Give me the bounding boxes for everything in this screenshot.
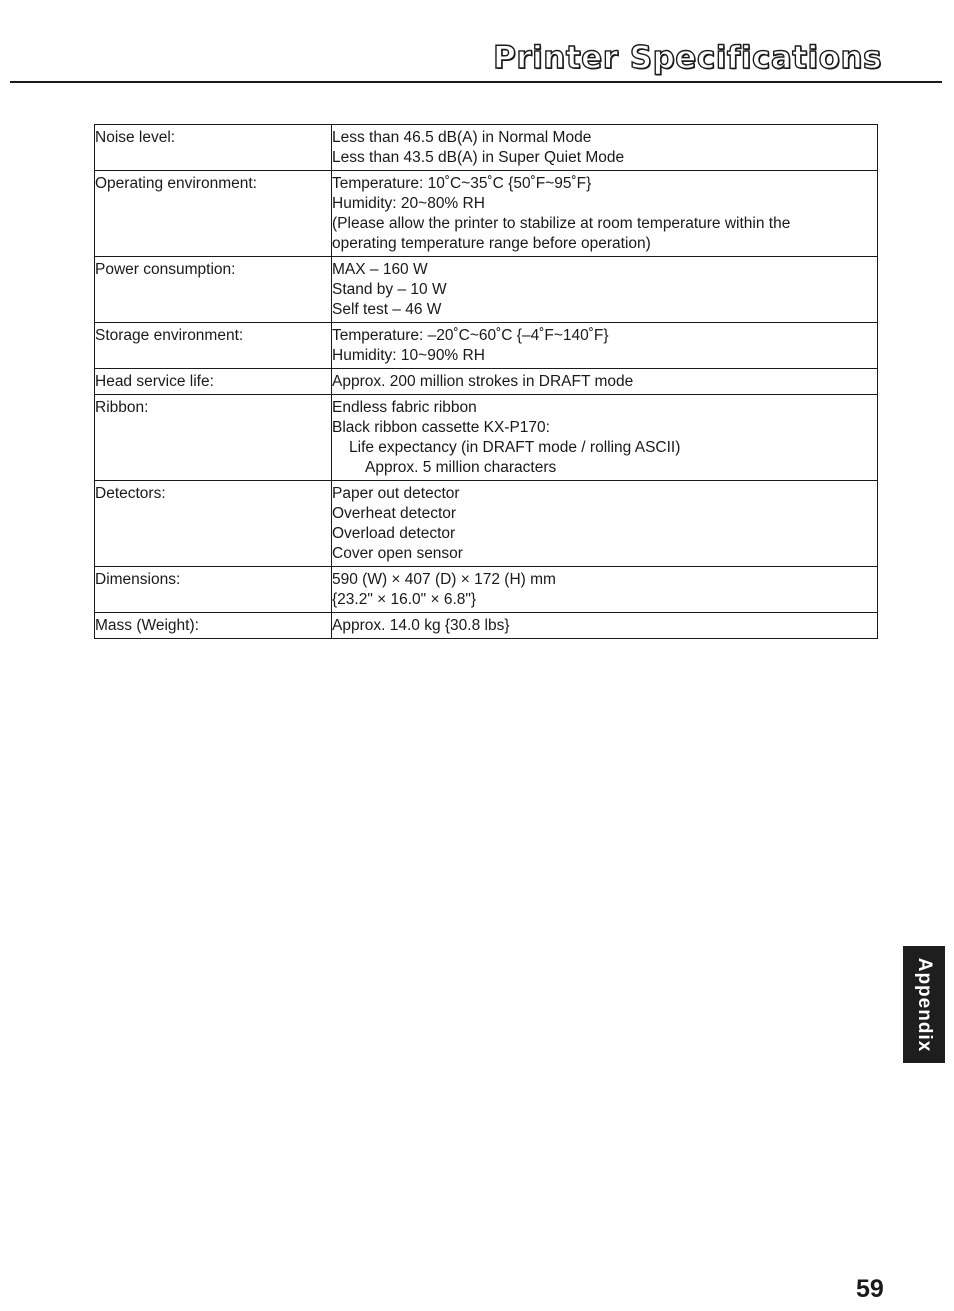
spec-label: Dimensions: [95, 567, 332, 613]
spec-value-line: (Please allow the printer to stabilize at room temperature within the [332, 215, 791, 232]
spec-row [95, 613, 878, 639]
spec-value [332, 171, 878, 257]
page-title: Printer Specifications [493, 40, 882, 76]
spec-value [332, 369, 878, 395]
spec-value [332, 125, 878, 171]
spec-label: Mass (Weight): [95, 613, 332, 639]
spec-label: Head service life: [95, 369, 332, 395]
spec-row [95, 257, 878, 323]
spec-label: Detectors: [95, 481, 332, 567]
spec-value-line: Humidity: 20~80% RH [332, 195, 485, 212]
spec-row [95, 171, 878, 257]
spec-row [95, 395, 878, 481]
spec-value-line: Temperature: 10˚C~35˚C {50˚F~95˚F} [332, 175, 592, 192]
spec-value-line: Black ribbon cassette KX-P170: [332, 419, 550, 436]
specifications-table-body [95, 125, 878, 639]
spec-value-line: Approx. 200 million strokes in DRAFT mode [332, 373, 634, 390]
spec-value-line: 590 (W) × 407 (D) × 172 (H) mm [332, 571, 556, 588]
spec-value-line: operating temperature range before operation) [332, 235, 651, 252]
spec-label: Storage environment: [95, 323, 332, 369]
spec-value-line: Less than 46.5 dB(A) in Normal Mode [332, 129, 592, 146]
spec-value [332, 481, 878, 567]
page-number: 59 [856, 1275, 884, 1303]
spec-value [332, 395, 878, 481]
spec-row [95, 323, 878, 369]
spec-row [95, 481, 878, 567]
spec-value [332, 323, 878, 369]
section-tab [903, 946, 945, 1063]
spec-label: Noise level: [95, 125, 332, 171]
spec-value [332, 613, 878, 639]
spec-value-line: Less than 43.5 dB(A) in Super Quiet Mode [332, 149, 625, 166]
section-tab-label: Appendix [914, 957, 935, 1052]
header-divider [10, 81, 942, 83]
spec-label: Operating environment: [95, 171, 332, 257]
spec-value [332, 567, 878, 613]
spec-value-line: MAX – 160 W [332, 261, 428, 278]
spec-row [95, 369, 878, 395]
spec-value-line: {23.2" × 16.0" × 6.8"} [332, 591, 477, 608]
spec-value-line: Life expectancy (in DRAFT mode / rolling ASCII) [349, 439, 681, 456]
spec-value-line: Stand by – 10 W [332, 281, 447, 298]
spec-value-line: Overheat detector [332, 505, 457, 522]
spec-value-line: Paper out detector [332, 485, 460, 502]
spec-value-line: Approx. 14.0 kg {30.8 lbs} [332, 617, 510, 634]
spec-value-line: Endless fabric ribbon [332, 399, 477, 416]
spec-value-line: Humidity: 10~90% RH [332, 347, 485, 364]
spec-row [95, 125, 878, 171]
spec-value-line: Temperature: –20˚C~60˚C {–4˚F~140˚F} [332, 327, 609, 344]
spec-row [95, 567, 878, 613]
spec-value-line: Overload detector [332, 525, 456, 542]
spec-value [332, 257, 878, 323]
spec-label: Power consumption: [95, 257, 332, 323]
spec-label: Ribbon: [95, 395, 332, 481]
spec-value-line: Cover open sensor [332, 545, 463, 562]
specifications-table [94, 124, 878, 639]
spec-value-line: Self test – 46 W [332, 301, 442, 318]
spec-value-line: Approx. 5 million characters [365, 459, 557, 476]
